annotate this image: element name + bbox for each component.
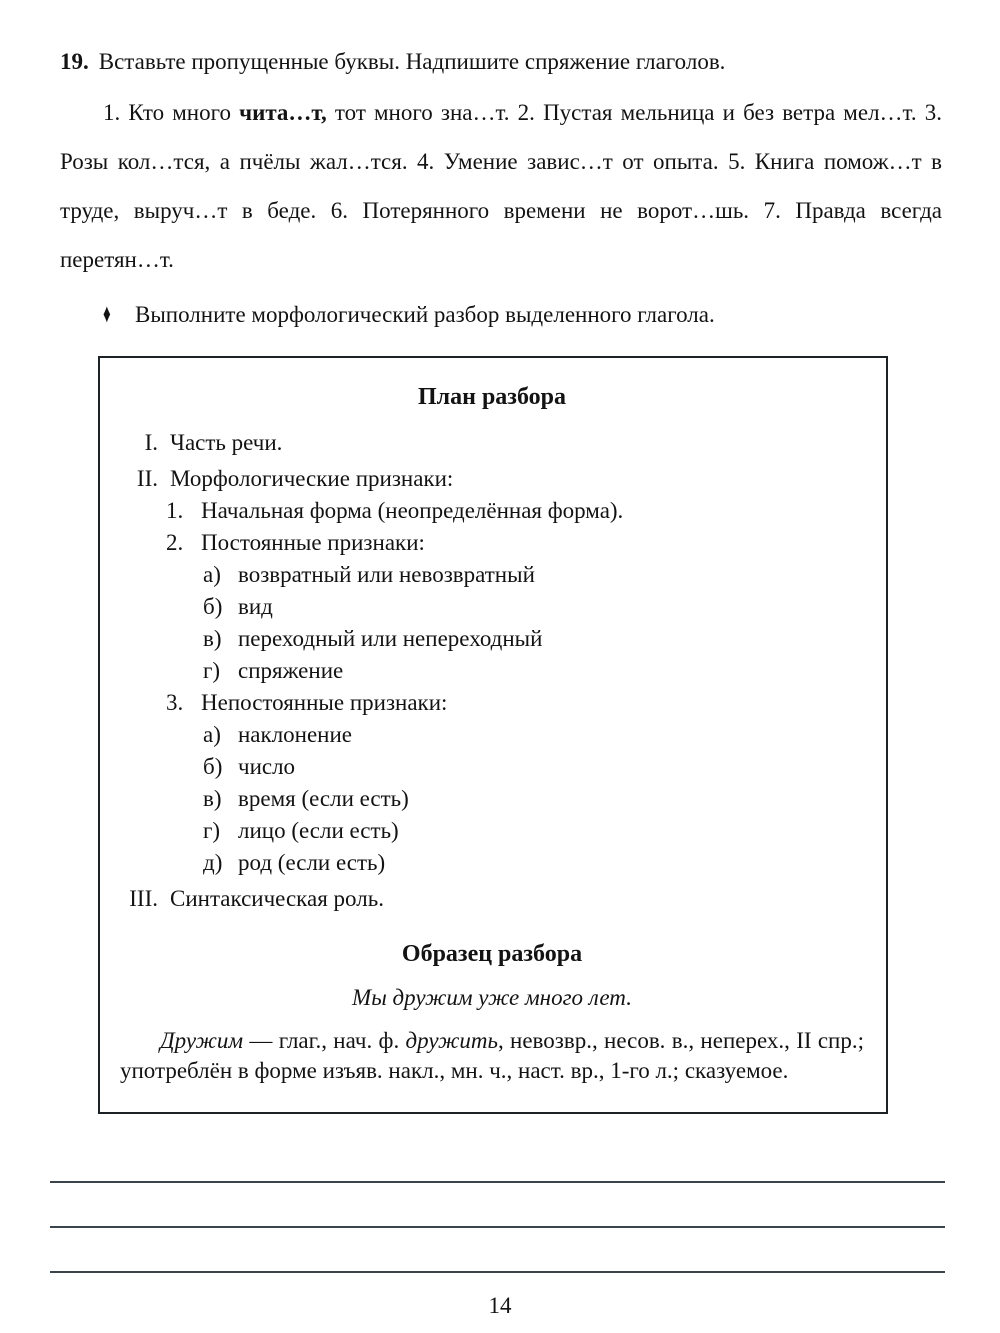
plan-item-label: I.: [144, 430, 158, 455]
plan-item: [120, 719, 864, 751]
plan-item-text: спряжение: [238, 658, 344, 683]
exercise-text: [60, 88, 942, 284]
sample-title: Образец разбора: [401, 941, 583, 967]
answer-line: [50, 1226, 945, 1228]
plan-list: [120, 427, 864, 915]
plan-box-title: План разбора: [418, 384, 566, 410]
answer-line: [50, 1181, 945, 1183]
plan-item-text: лицо (если есть): [238, 818, 399, 843]
plan-item-text: переходный или непереходный: [238, 626, 543, 651]
plan-item-text: Начальная форма (неопределённая форма).: [201, 498, 624, 523]
plan-item: [120, 495, 864, 527]
plan-item-label: г): [203, 818, 221, 843]
plan-item: [120, 591, 864, 623]
plan-item: [120, 883, 864, 915]
plan-item-label: б): [203, 594, 223, 619]
plan-item: [120, 559, 864, 591]
plan-item-label: 1.: [166, 498, 184, 523]
plan-item-text: наклонение: [238, 722, 353, 747]
sample-analysis: [120, 1026, 864, 1086]
answer-line: [50, 1271, 945, 1273]
diamond-bullet-icon: ♦: [103, 299, 111, 328]
plan-item-label: в): [203, 626, 222, 651]
plan-item-text: время (если есть): [238, 786, 409, 811]
plan-item: [120, 815, 864, 847]
exercise-header: [60, 46, 942, 78]
plan-item-label: 2.: [166, 530, 184, 555]
plan-item-text: Непостоянные признаки:: [201, 690, 448, 715]
plan-item-text: Постоянные признаки:: [201, 530, 425, 555]
plan-item: [120, 463, 864, 495]
task-line: [60, 299, 942, 330]
plan-item-label: а): [203, 722, 221, 747]
exercise-instruction: Вставьте пропущенные буквы. Надпишите спряжение глаголов.: [98, 49, 726, 74]
plan-item-text: Морфологические признаки:: [170, 466, 454, 491]
plan-item-label: в): [203, 786, 222, 811]
plan-box: [98, 356, 888, 1114]
plan-item-label: д): [203, 850, 223, 875]
plan-item-label: г): [203, 658, 221, 683]
plan-item-label: III.: [129, 886, 158, 911]
plan-item-label: б): [203, 754, 223, 779]
text-segment: — глаг., нач. ф.: [243, 1028, 406, 1053]
text-segment: чита…т,: [239, 100, 327, 125]
plan-item: [120, 427, 864, 459]
text-segment: дружить: [405, 1028, 498, 1053]
task-text: Выполните морфологический разбор выделенного глагола.: [135, 302, 715, 327]
plan-item-text: возвратный или невозвратный: [238, 562, 535, 587]
text-segment: Дружим: [160, 1028, 244, 1053]
plan-item-text: Синтаксическая роль.: [170, 886, 384, 911]
plan-item-text: число: [238, 754, 296, 779]
plan-item-label: 3.: [166, 690, 184, 715]
text-segment: тот много зна…т. 2. Пустая мельница и без ветра мел…т. 3. Розы кол…тся, а пчёлы жал…тся. 4. Умение завис…т от опыта. 5. Книга помож…т в труде, выруч…т в беде. 6. Потерянного времени не ворот…шь. 7. Правда всегда перетян…т.: [60, 100, 943, 272]
plan-item: [120, 655, 864, 687]
plan-item-text: вид: [238, 594, 273, 619]
plan-item-label: а): [203, 562, 221, 587]
plan-item: [120, 783, 864, 815]
page-number: 14: [488, 1293, 512, 1318]
plan-item-label: II.: [136, 466, 158, 491]
plan-item-text: род (если есть): [238, 850, 386, 875]
plan-item: [120, 527, 864, 559]
plan-item: [120, 623, 864, 655]
plan-item: [120, 687, 864, 719]
plan-item-text: Часть речи.: [170, 430, 283, 455]
exercise-number: 19.: [60, 49, 89, 74]
text-segment: , невозвр., несов. в., неперех., II спр.; употреблён в форме изъяв. накл., мн. ч., наст. вр., 1-го л.; сказуемое.: [120, 1028, 864, 1083]
plan-item: [120, 847, 864, 879]
text-segment: 1. Кто много: [103, 100, 240, 125]
plan-item: [120, 751, 864, 783]
sample-sentence: Мы дружим уже много лет.: [352, 985, 632, 1010]
